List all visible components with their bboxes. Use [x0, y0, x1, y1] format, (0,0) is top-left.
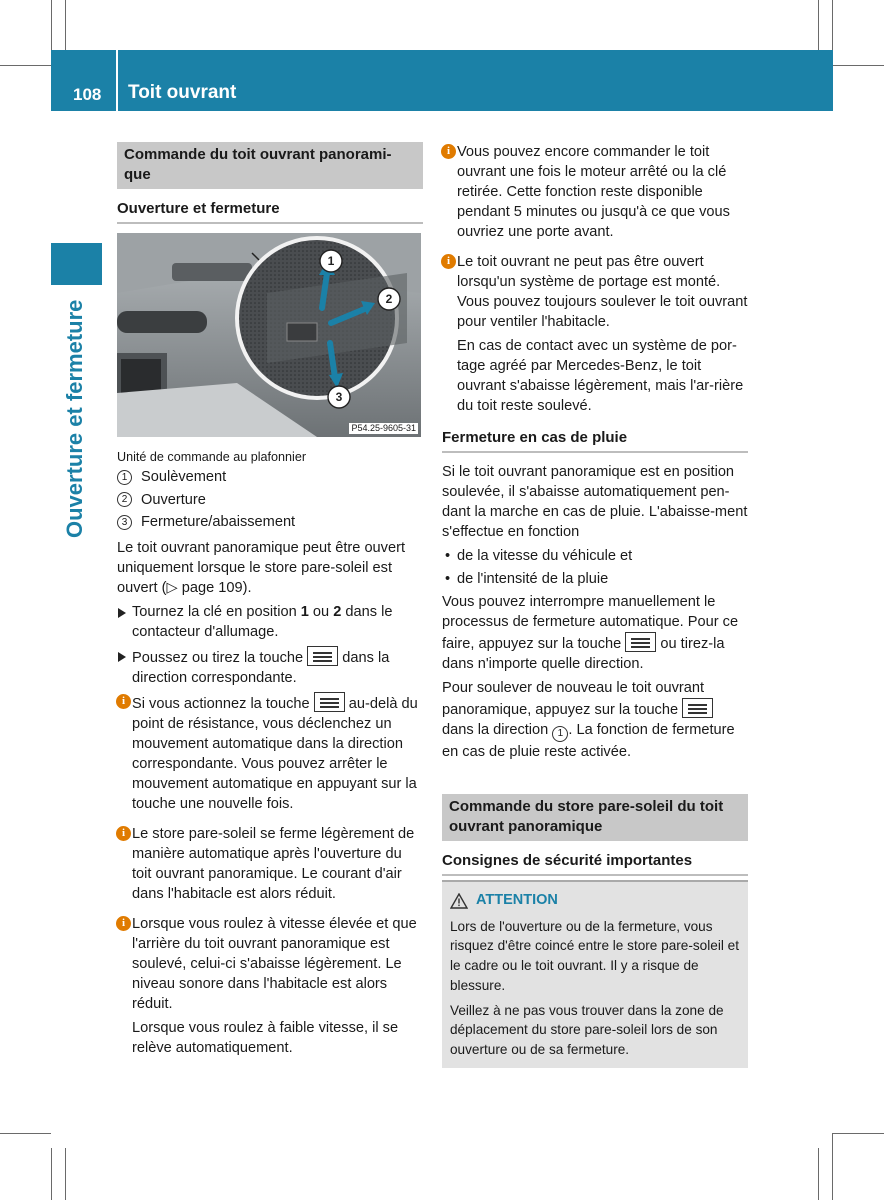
crop-mark	[65, 1148, 66, 1200]
rain-paragraph	[442, 678, 748, 762]
store-section-title: Commande du store pare-soleil du toit ouvrant panoramique	[442, 794, 748, 841]
crop-mark	[51, 0, 52, 50]
attention-text: Veillez à ne pas vous trouver dans la zone de déplacement du store pare-soleil lors de son ouverture ou de sa fermeture.	[450, 1002, 724, 1057]
step-arrow-icon	[118, 652, 126, 662]
step-text: dans le contacteur d'allumage.	[132, 603, 393, 640]
crop-mark	[51, 1148, 52, 1200]
attention-text: Lors de l'ouverture ou de la fermeture, vous risquez d'être coincé entre le store pare-soleil et le cadre ou le toit ouvrant. Il y a risque de blessure.	[450, 918, 739, 993]
crop-mark	[0, 65, 51, 66]
info-text: Vous pouvez encore commander le toit ouvrant une fois le moteur arrêté ou la clé retirée. Cette fonction reste disponible pendant 5 minutes ou jusqu'à ce que vous ouvriez une porte avant.	[457, 144, 730, 240]
step-text: Poussez ou tirez la touche	[132, 649, 308, 666]
legend-item	[117, 511, 423, 534]
header-divider	[116, 50, 118, 111]
legend-number: 1	[117, 470, 132, 485]
overhead-control-illustration	[117, 233, 421, 437]
info-icon: i	[116, 826, 131, 841]
crop-mark	[833, 1133, 884, 1134]
crop-mark	[833, 65, 884, 66]
attention-label: ATTENTION	[476, 892, 558, 908]
figure-code: P54.25-9605-31	[351, 423, 416, 433]
legend-number: 3	[117, 515, 132, 530]
legend-text: Ouverture	[141, 491, 206, 508]
step-arrow-icon	[118, 608, 126, 618]
legend-item	[117, 466, 423, 489]
page-title: Toit ouvrant	[128, 82, 237, 103]
right-column	[442, 142, 748, 1068]
step-text: dans la direction correspondante.	[132, 649, 390, 686]
sub-title: Ouverture et fermeture	[117, 199, 423, 224]
step-text: ou	[308, 603, 334, 620]
crop-mark	[818, 1148, 819, 1200]
callout-2: 2	[385, 292, 393, 306]
crop-mark	[832, 1133, 833, 1200]
info-text: Si vous actionnez la touche	[132, 695, 314, 712]
roof-switch-icon	[314, 692, 345, 712]
figure-caption: Unité de commande au plafonnier	[117, 450, 307, 464]
intro-paragraph: Le toit ouvrant panoramique peut être ouvert uniquement lorsque le store pare-soleil est ouvert (▷ page 109).	[117, 539, 406, 596]
crop-mark	[65, 0, 66, 50]
callout-3: 3	[335, 390, 343, 404]
paragraph-text: . La fonction de fermeture en cas de pluie reste activée.	[442, 722, 735, 760]
info-note	[442, 142, 748, 242]
info-icon: i	[116, 916, 131, 931]
paragraph-text: dans la direction	[442, 722, 553, 738]
key-position: 2	[333, 603, 342, 620]
info-text: Lorsque vous roulez à faible vitesse, il se relève automatiquement.	[132, 1019, 399, 1056]
info-icon: i	[441, 144, 456, 159]
roof-switch-icon	[625, 632, 656, 652]
info-note	[117, 692, 423, 814]
step-item	[117, 646, 423, 688]
legend-text: Fermeture/abaissement	[141, 514, 296, 530]
info-text: Lorsque vous roulez à vitesse élevée et que l'arrière du toit ouvrant panoramique est soulevé, celui-ci s'abaisse légèrement. Le niveau sonore dans l'habitacle est alors réduit.	[132, 915, 417, 1012]
crop-mark	[0, 1133, 51, 1134]
info-text: En cas de contact avec un système de por-tage agréé par Mercedes-Benz, le toit ouvrant s'abaisse légèrement, mais l'ar-rière du toit reste soulevé.	[457, 338, 744, 414]
rain-section-title: Fermeture en cas de pluie	[442, 428, 748, 453]
paragraph-text: Pour soulever de nouveau le toit ouvrant panoramique, appuyez sur la touche	[442, 680, 705, 718]
warning-icon	[450, 893, 468, 909]
bullet-item: • de l'intensité de la pluie	[442, 569, 748, 589]
step-item	[117, 602, 423, 642]
info-icon: i	[441, 254, 456, 269]
info-icon: i	[116, 694, 131, 709]
rain-paragraph	[442, 592, 748, 674]
info-text: au-delà du point de résistance, vous déclenchez un mouvement automatique dans la direction correspondante. Vous pouvez arrêter le mouvement automatique en appuyant sur la touche une nouvelle fois.	[132, 695, 418, 812]
legend-number: 2	[117, 492, 132, 507]
key-position: 1	[300, 603, 309, 620]
info-note	[117, 824, 423, 904]
crop-mark	[818, 0, 819, 50]
attention-box	[442, 880, 748, 1068]
roof-switch-icon	[307, 646, 338, 666]
safety-title: Consignes de sécurité importantes	[442, 851, 748, 876]
info-text: Le toit ouvrant ne peut pas être ouvert lorsqu'un système de portage est monté. Vous pouvez toujours soulever le toit ouvrant pour ventiler l'habitacle.	[457, 254, 748, 330]
attention-header	[450, 891, 740, 911]
bullet-item: • de la vitesse du véhicule et	[442, 546, 748, 566]
roof-switch-icon	[682, 698, 713, 718]
crop-mark	[832, 0, 833, 50]
callout-1: 1	[327, 254, 335, 268]
overhead-control-figure	[117, 233, 421, 437]
paragraph-text: ou tirez-la dans n'importe quelle direction.	[442, 636, 725, 672]
step-text: Tournez la clé en position	[132, 603, 301, 620]
info-text: Le store pare-soleil se ferme légèrement de manière automatique après l'ouverture du toit ouvrant panoramique. Le courant d'air dans l'habitacle est alors réduit.	[132, 825, 415, 902]
info-note	[117, 914, 423, 1058]
paragraph-text: Vous pouvez interrompre manuellement le processus de fermeture automatique. Pour ce faire, appuyez sur la touche	[442, 594, 739, 652]
info-note	[442, 252, 748, 416]
left-column	[117, 142, 423, 1068]
page-number: 108	[73, 85, 102, 104]
side-tab-label: Ouverture et fermeture	[62, 299, 87, 538]
direction-number: 1	[552, 726, 568, 742]
legend-text: Soulèvement	[141, 469, 227, 485]
rain-paragraph: Si le toit ouvrant panoramique est en position soulevée, il s'abaisse automatiquement pen-dant la marche en cas de pluie. L'abaisse-ment s'effectue en fonction	[442, 464, 748, 540]
legend-item	[117, 489, 423, 512]
section-title: Commande du toit ouvrant panorami- que	[117, 142, 423, 189]
